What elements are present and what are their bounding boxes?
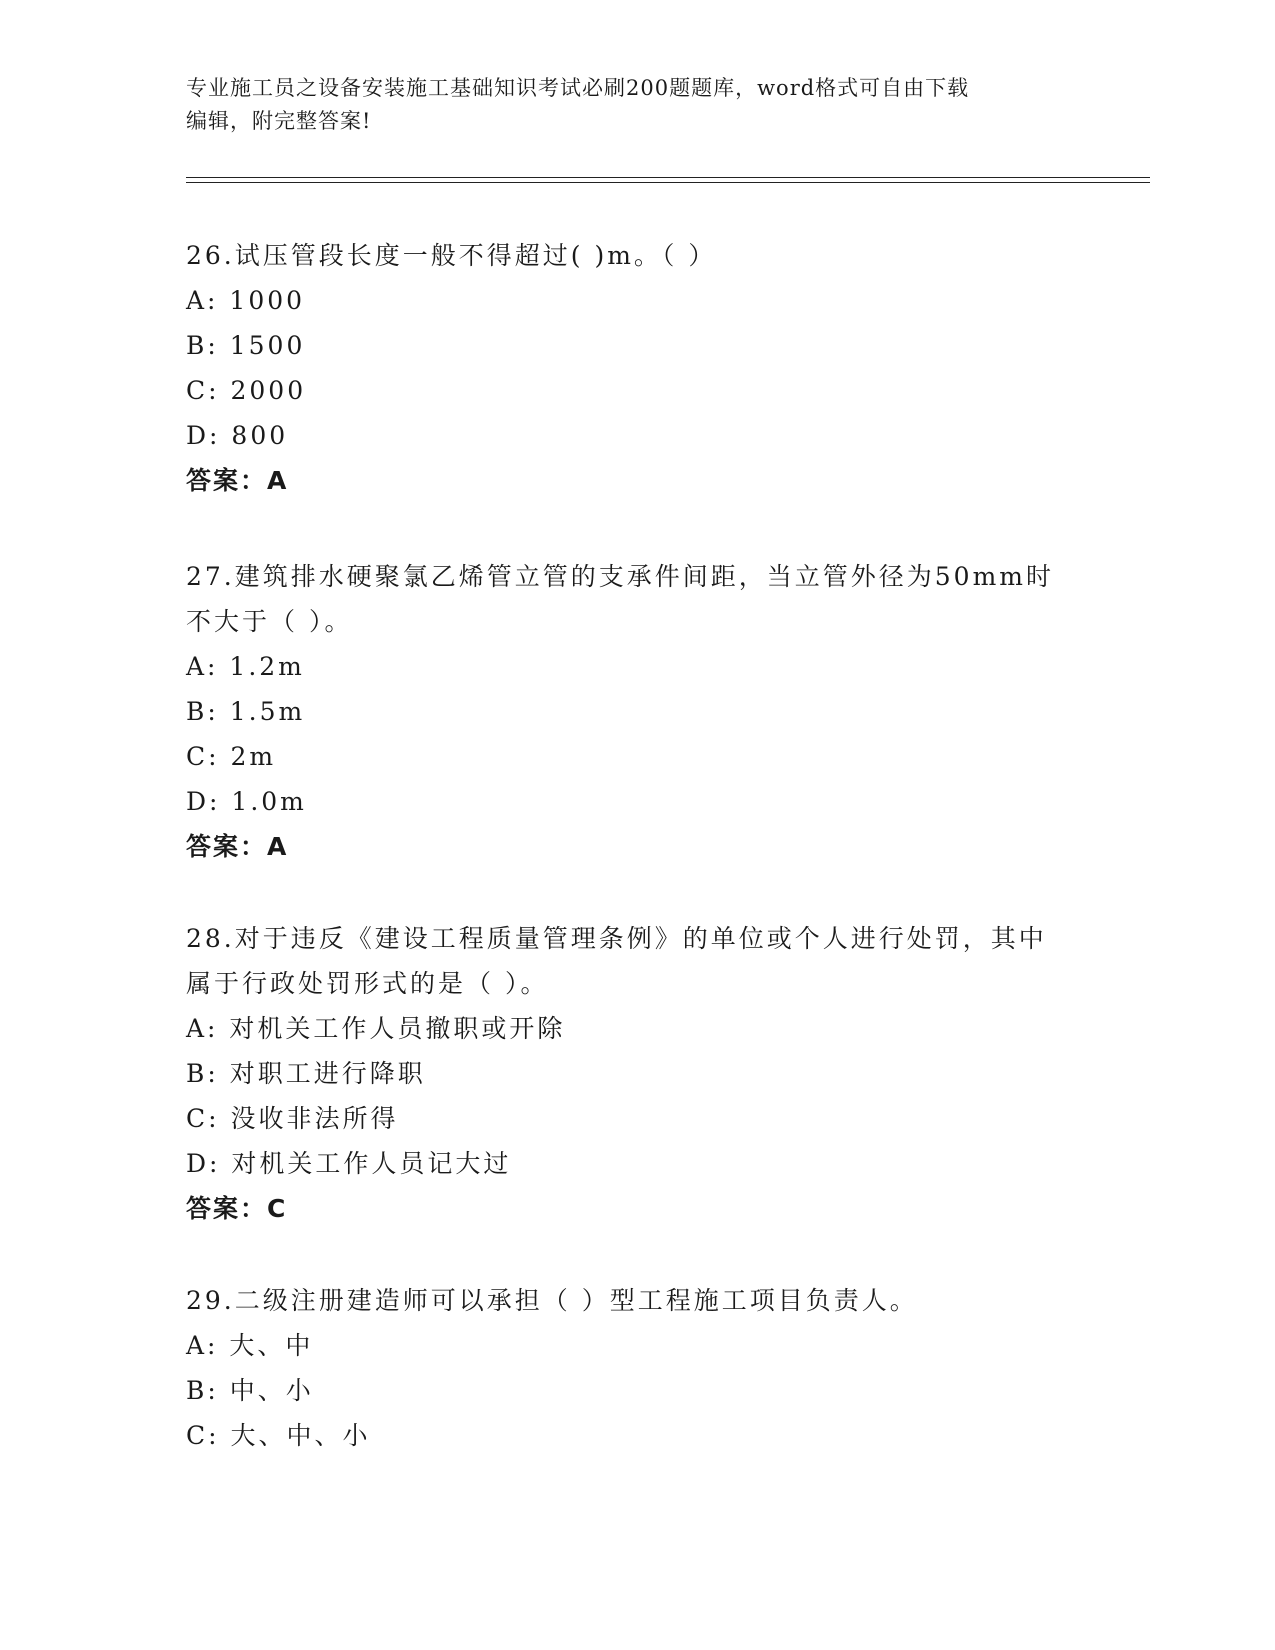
header-title-line-1: 专业施工员之设备安装施工基础知识考试必刷200题题库，word格式可自由下载 [186, 76, 970, 100]
option-b: B: 中、小 [186, 1376, 314, 1405]
option-d: D: 1.0m [186, 787, 307, 816]
option-b: B: 1.5m [186, 697, 306, 726]
answer: 答案：C [186, 1194, 288, 1223]
question-28 [186, 916, 1086, 1231]
option-a: A: 大、中 [186, 1331, 314, 1360]
header-rule-top [186, 177, 1150, 178]
question-29 [186, 1278, 1086, 1458]
header-title-line-2: 编辑，附完整答案! [186, 109, 372, 133]
option-b: B: 对职工进行降职 [186, 1059, 426, 1088]
document-header [186, 72, 1066, 138]
option-c: C: 2m [186, 742, 277, 771]
question-stem: 27.建筑排水硬聚氯乙烯管立管的支承件间距，当立管外径为50mm时 [186, 562, 1054, 591]
option-c: C: 没收非法所得 [186, 1104, 399, 1133]
option-c: C: 大、中、小 [186, 1421, 371, 1450]
question-stem-continued: 属于行政处罚形式的是（ ）。 [186, 969, 549, 998]
answer: 答案：A [186, 832, 289, 861]
header-rule-bottom [186, 182, 1150, 183]
question-26 [186, 233, 1086, 503]
question-stem: 29.二级注册建造师可以承担（ ）型工程施工项目负责人。 [186, 1286, 918, 1315]
question-stem: 28.对于违反《建设工程质量管理条例》的单位或个人进行处罚，其中 [186, 924, 1047, 953]
question-stem: 26.试压管段长度一般不得超过( )m。（ ） [186, 241, 717, 270]
option-a: A: 1000 [186, 286, 306, 315]
option-c: C: 2000 [186, 376, 307, 405]
option-d: D: 对机关工作人员记大过 [186, 1149, 512, 1178]
question-stem-continued: 不大于（ ）。 [186, 607, 353, 636]
question-27 [186, 554, 1086, 869]
option-a: A: 对机关工作人员撤职或开除 [186, 1014, 566, 1043]
answer: 答案：A [186, 466, 289, 495]
option-b: B: 1500 [186, 331, 306, 360]
option-d: D: 800 [186, 421, 289, 450]
option-a: A: 1.2m [186, 652, 305, 681]
